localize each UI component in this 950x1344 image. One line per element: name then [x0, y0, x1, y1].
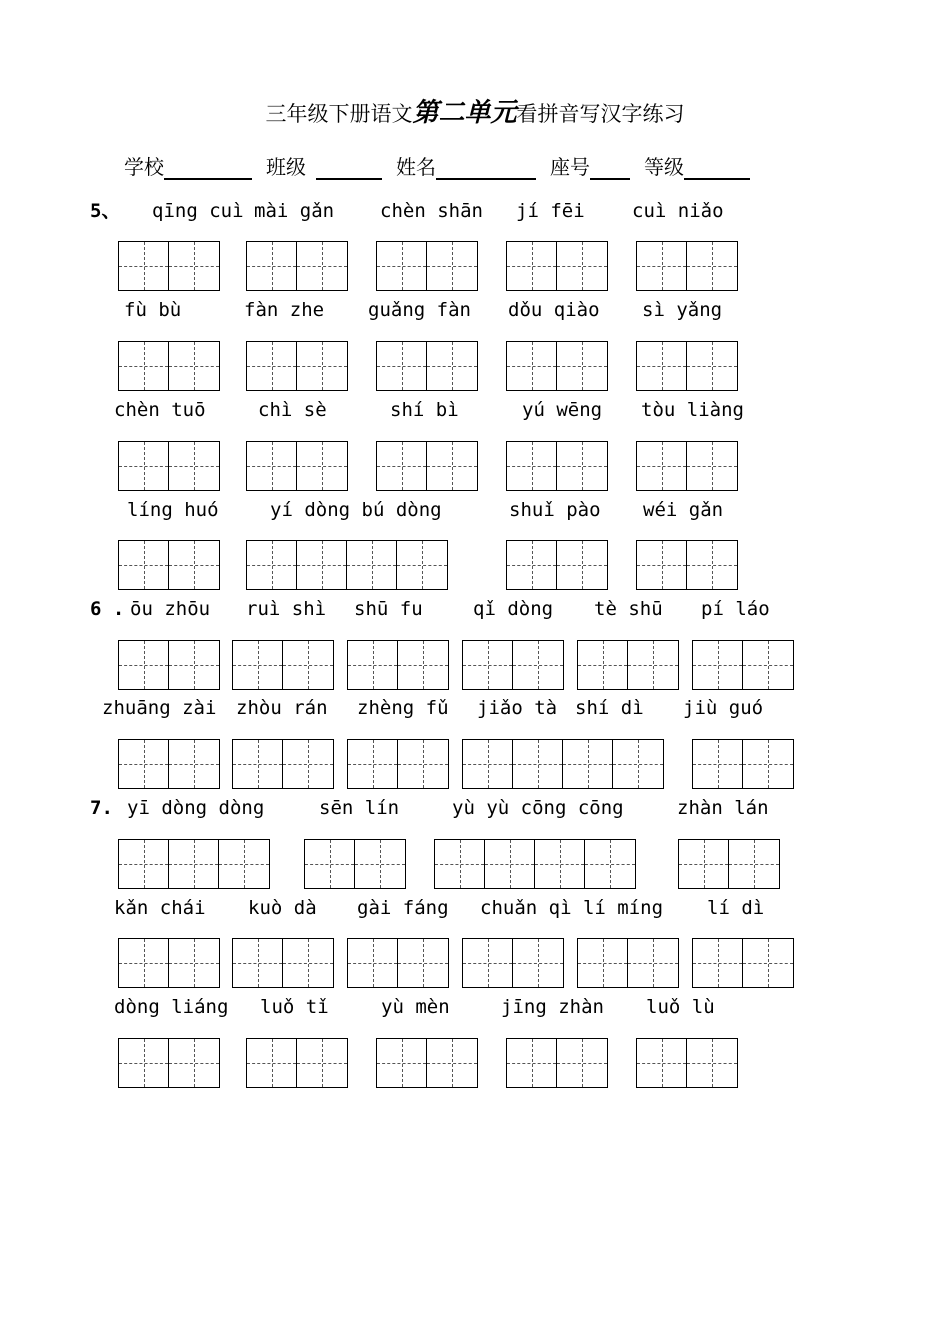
section-number: 6 .: [90, 598, 125, 620]
tianzige-cell[interactable]: [348, 740, 398, 788]
tianzige-cell[interactable]: [119, 342, 169, 390]
pinyin-prompt: shí dì: [575, 697, 644, 719]
tianzige-cell[interactable]: [297, 342, 347, 390]
tianzige-cell[interactable]: [283, 740, 333, 788]
writing-grid[interactable]: [304, 839, 406, 889]
tianzige-cell[interactable]: [119, 242, 169, 290]
writing-grid[interactable]: [246, 341, 348, 391]
writing-grid[interactable]: [118, 938, 220, 988]
pinyin-prompt: shí bì: [390, 399, 459, 421]
pinyin-prompt: dǒu qiào: [508, 299, 600, 321]
tianzige-cell[interactable]: [513, 939, 563, 987]
writing-grid[interactable]: [692, 938, 794, 988]
tianzige-cell[interactable]: [729, 840, 779, 888]
tianzige-cell[interactable]: [578, 939, 628, 987]
pinyin-prompt: zhèng fǔ: [357, 697, 449, 719]
pinyin-prompt: mài gǎn: [254, 200, 335, 222]
pinyin-prompt: jí fēi: [516, 200, 585, 222]
tianzige-cell[interactable]: [247, 1039, 297, 1087]
tianzige-cell[interactable]: [687, 342, 737, 390]
tianzige-cell[interactable]: [637, 242, 687, 290]
tianzige-cell[interactable]: [347, 541, 397, 589]
tianzige-cell[interactable]: [563, 740, 613, 788]
tianzige-cell[interactable]: [507, 541, 557, 589]
pinyin-prompt: jiǎo tà: [477, 697, 558, 719]
tianzige-cell[interactable]: [485, 840, 535, 888]
writing-grid[interactable]: [692, 640, 794, 690]
writing-grid[interactable]: [692, 739, 794, 789]
pinyin-prompt: cuì niǎo: [632, 200, 724, 222]
writing-grid[interactable]: [232, 739, 334, 789]
tianzige-cell[interactable]: [507, 342, 557, 390]
writing-grid[interactable]: [462, 938, 564, 988]
tianzige-cell[interactable]: [637, 541, 687, 589]
tianzige-cell[interactable]: [427, 242, 477, 290]
pinyin-prompt: yù mèn: [381, 996, 450, 1018]
writing-grid[interactable]: [462, 640, 564, 690]
tianzige-cell[interactable]: [637, 1039, 687, 1087]
pinyin-prompt: líng huó: [127, 499, 219, 521]
tianzige-cell[interactable]: [628, 641, 678, 689]
tianzige-cell[interactable]: [578, 641, 628, 689]
pinyin-prompt: ruì shì: [246, 598, 327, 620]
pinyin-prompt: shū fu: [354, 598, 423, 620]
tianzige-cell[interactable]: [637, 442, 687, 490]
tianzige-cell[interactable]: [348, 939, 398, 987]
tianzige-cell[interactable]: [247, 342, 297, 390]
tianzige-cell[interactable]: [628, 939, 678, 987]
tianzige-cell[interactable]: [219, 840, 269, 888]
tianzige-cell[interactable]: [427, 1039, 477, 1087]
tianzige-cell[interactable]: [687, 1039, 737, 1087]
writing-grid[interactable]: [246, 1038, 348, 1088]
writing-grid[interactable]: [347, 640, 449, 690]
tianzige-cell[interactable]: [377, 242, 427, 290]
tianzige-cell[interactable]: [297, 442, 347, 490]
tianzige-cell[interactable]: [557, 442, 607, 490]
pinyin-prompt: pí láo: [701, 598, 770, 620]
pinyin-prompt: shuǐ pào: [509, 499, 601, 521]
grade-blank[interactable]: [684, 154, 750, 180]
writing-grid[interactable]: [636, 1038, 738, 1088]
writing-grid[interactable]: [434, 839, 636, 889]
tianzige-cell[interactable]: [613, 740, 663, 788]
tianzige-cell[interactable]: [557, 242, 607, 290]
tianzige-cell[interactable]: [169, 541, 219, 589]
tianzige-cell[interactable]: [119, 840, 169, 888]
writing-grid[interactable]: [246, 540, 448, 590]
writing-grid[interactable]: [577, 640, 679, 690]
pinyin-prompt: wéi gǎn: [643, 499, 724, 521]
title-unit: 第二单元: [412, 98, 517, 128]
writing-grid[interactable]: [118, 1038, 220, 1088]
tianzige-cell[interactable]: [463, 641, 513, 689]
tianzige-cell[interactable]: [397, 541, 447, 589]
tianzige-cell[interactable]: [247, 242, 297, 290]
pinyin-prompt: chì sè: [258, 399, 327, 421]
writing-grid[interactable]: [232, 938, 334, 988]
tianzige-cell[interactable]: [169, 641, 219, 689]
pinyin-prompt: lí dì: [707, 897, 765, 919]
section-number: 5、: [90, 200, 121, 222]
tianzige-cell[interactable]: [693, 740, 743, 788]
tianzige-cell[interactable]: [169, 242, 219, 290]
pinyin-prompt: tè shū: [594, 598, 663, 620]
writing-grid[interactable]: [347, 739, 449, 789]
pinyin-prompt: zhòu rán: [236, 697, 328, 719]
pinyin-prompt: zhuāng zài: [102, 697, 217, 719]
pinyin-prompt: kuò dà: [248, 897, 317, 919]
tianzige-cell[interactable]: [119, 740, 169, 788]
name-blank[interactable]: [436, 154, 536, 180]
tianzige-cell[interactable]: [585, 840, 635, 888]
pinyin-prompt: guǎng fàn: [368, 299, 471, 321]
writing-grid[interactable]: [118, 341, 220, 391]
student-info-line: [124, 146, 764, 180]
tianzige-cell[interactable]: [687, 442, 737, 490]
tianzige-cell[interactable]: [398, 641, 448, 689]
tianzige-cell[interactable]: [233, 641, 283, 689]
writing-grid[interactable]: [678, 839, 780, 889]
tianzige-cell[interactable]: [247, 442, 297, 490]
writing-grid[interactable]: [636, 241, 738, 291]
writing-grid[interactable]: [506, 441, 608, 491]
pinyin-prompt: yī dòng dòng: [127, 797, 265, 819]
tianzige-cell[interactable]: [463, 740, 513, 788]
tianzige-cell[interactable]: [169, 740, 219, 788]
info-label-name: 姓名: [396, 155, 436, 179]
writing-grid[interactable]: [636, 441, 738, 491]
school-blank[interactable]: [164, 154, 252, 180]
pinyin-prompt: chèn tuō: [114, 399, 206, 421]
writing-grid[interactable]: [462, 739, 664, 789]
tianzige-cell[interactable]: [743, 939, 793, 987]
writing-grid[interactable]: [246, 441, 348, 491]
tianzige-cell[interactable]: [693, 939, 743, 987]
pinyin-prompt: qǐ dòng: [473, 598, 554, 620]
tianzige-cell[interactable]: [557, 541, 607, 589]
tianzige-cell[interactable]: [305, 840, 355, 888]
info-label-grade: 等级: [644, 155, 684, 179]
info-label-seat: 座号: [550, 155, 590, 179]
writing-grid[interactable]: [506, 1038, 608, 1088]
tianzige-cell[interactable]: [743, 641, 793, 689]
title-prefix: 三年级下册语文: [265, 102, 413, 126]
writing-grid[interactable]: [118, 640, 220, 690]
pinyin-prompt: fàn zhe: [244, 299, 325, 321]
tianzige-cell[interactable]: [283, 641, 333, 689]
tianzige-cell[interactable]: [507, 1039, 557, 1087]
tianzige-cell[interactable]: [348, 641, 398, 689]
writing-grid[interactable]: [636, 540, 738, 590]
tianzige-cell[interactable]: [513, 641, 563, 689]
tianzige-cell[interactable]: [507, 442, 557, 490]
writing-grid[interactable]: [118, 540, 220, 590]
writing-grid[interactable]: [376, 1038, 478, 1088]
tianzige-cell[interactable]: [427, 442, 477, 490]
pinyin-prompt: qīng cuì: [152, 200, 244, 222]
writing-grid[interactable]: [376, 441, 478, 491]
tianzige-cell[interactable]: [427, 342, 477, 390]
tianzige-cell[interactable]: [693, 641, 743, 689]
worksheet-title: [0, 92, 950, 129]
writing-grid[interactable]: [118, 739, 220, 789]
pinyin-prompt: luǒ lù: [646, 996, 715, 1018]
pinyin-prompt: chèn shān: [380, 200, 483, 222]
tianzige-cell[interactable]: [119, 442, 169, 490]
pinyin-prompt: yí dòng bú dòng: [270, 499, 442, 521]
pinyin-prompt: jīng zhàn: [501, 996, 604, 1018]
tianzige-cell[interactable]: [637, 342, 687, 390]
tianzige-cell[interactable]: [297, 1039, 347, 1087]
tianzige-cell[interactable]: [557, 342, 607, 390]
tianzige-cell[interactable]: [169, 442, 219, 490]
section-number: 7.: [90, 797, 113, 819]
tianzige-cell[interactable]: [398, 740, 448, 788]
tianzige-cell[interactable]: [169, 1039, 219, 1087]
writing-grid[interactable]: [118, 839, 270, 889]
tianzige-cell[interactable]: [169, 342, 219, 390]
pinyin-prompt: luǒ tǐ: [260, 996, 329, 1018]
writing-grid[interactable]: [246, 241, 348, 291]
pinyin-prompt: fù bù: [124, 299, 182, 321]
info-label-class: 班级: [266, 155, 306, 179]
writing-grid[interactable]: [577, 938, 679, 988]
tianzige-cell[interactable]: [377, 342, 427, 390]
pinyin-prompt: tòu liàng: [641, 399, 744, 421]
tianzige-cell[interactable]: [687, 242, 737, 290]
pinyin-prompt: zhàn lán: [677, 797, 769, 819]
tianzige-cell[interactable]: [247, 541, 297, 589]
tianzige-cell[interactable]: [119, 541, 169, 589]
tianzige-cell[interactable]: [435, 840, 485, 888]
pinyin-prompt: yù yù cōng cōng: [452, 797, 624, 819]
tianzige-cell[interactable]: [463, 939, 513, 987]
tianzige-cell[interactable]: [398, 939, 448, 987]
writing-grid[interactable]: [376, 241, 478, 291]
tianzige-cell[interactable]: [557, 1039, 607, 1087]
pinyin-prompt: kǎn chái: [114, 897, 206, 919]
writing-grid[interactable]: [506, 341, 608, 391]
writing-grid[interactable]: [636, 341, 738, 391]
writing-grid[interactable]: [376, 341, 478, 391]
pinyin-prompt: gài fáng: [357, 897, 449, 919]
tianzige-cell[interactable]: [743, 740, 793, 788]
tianzige-cell[interactable]: [377, 442, 427, 490]
tianzige-cell[interactable]: [233, 740, 283, 788]
pinyin-prompt: ōu zhōu: [130, 598, 211, 620]
tianzige-cell[interactable]: [507, 242, 557, 290]
writing-grid[interactable]: [232, 640, 334, 690]
pinyin-prompt: yú wēng: [522, 399, 603, 421]
pinyin-prompt: chuǎn qì lí míng: [480, 897, 664, 919]
tianzige-cell[interactable]: [283, 939, 333, 987]
tianzige-cell[interactable]: [233, 939, 283, 987]
writing-grid[interactable]: [118, 241, 220, 291]
tianzige-cell[interactable]: [119, 641, 169, 689]
pinyin-prompt: dòng liáng: [114, 996, 229, 1018]
writing-grid[interactable]: [118, 441, 220, 491]
pinyin-prompt: jiù guó: [683, 697, 764, 719]
tianzige-cell[interactable]: [297, 541, 347, 589]
writing-grid[interactable]: [506, 540, 608, 590]
tianzige-cell[interactable]: [119, 939, 169, 987]
seat-blank[interactable]: [590, 154, 630, 180]
writing-grid[interactable]: [506, 241, 608, 291]
tianzige-cell[interactable]: [119, 1039, 169, 1087]
writing-grid[interactable]: [347, 938, 449, 988]
tianzige-cell[interactable]: [535, 840, 585, 888]
tianzige-cell[interactable]: [679, 840, 729, 888]
tianzige-cell[interactable]: [169, 939, 219, 987]
tianzige-cell[interactable]: [169, 840, 219, 888]
title-suffix: 看拼音写汉字练习: [516, 102, 685, 126]
tianzige-cell[interactable]: [687, 541, 737, 589]
tianzige-cell[interactable]: [355, 840, 405, 888]
pinyin-prompt: sì yǎng: [642, 299, 723, 321]
pinyin-prompt: sēn lín: [319, 797, 400, 819]
info-label-school: 学校: [124, 155, 164, 179]
class-blank[interactable]: [316, 154, 382, 180]
tianzige-cell[interactable]: [513, 740, 563, 788]
tianzige-cell[interactable]: [377, 1039, 427, 1087]
tianzige-cell[interactable]: [297, 242, 347, 290]
